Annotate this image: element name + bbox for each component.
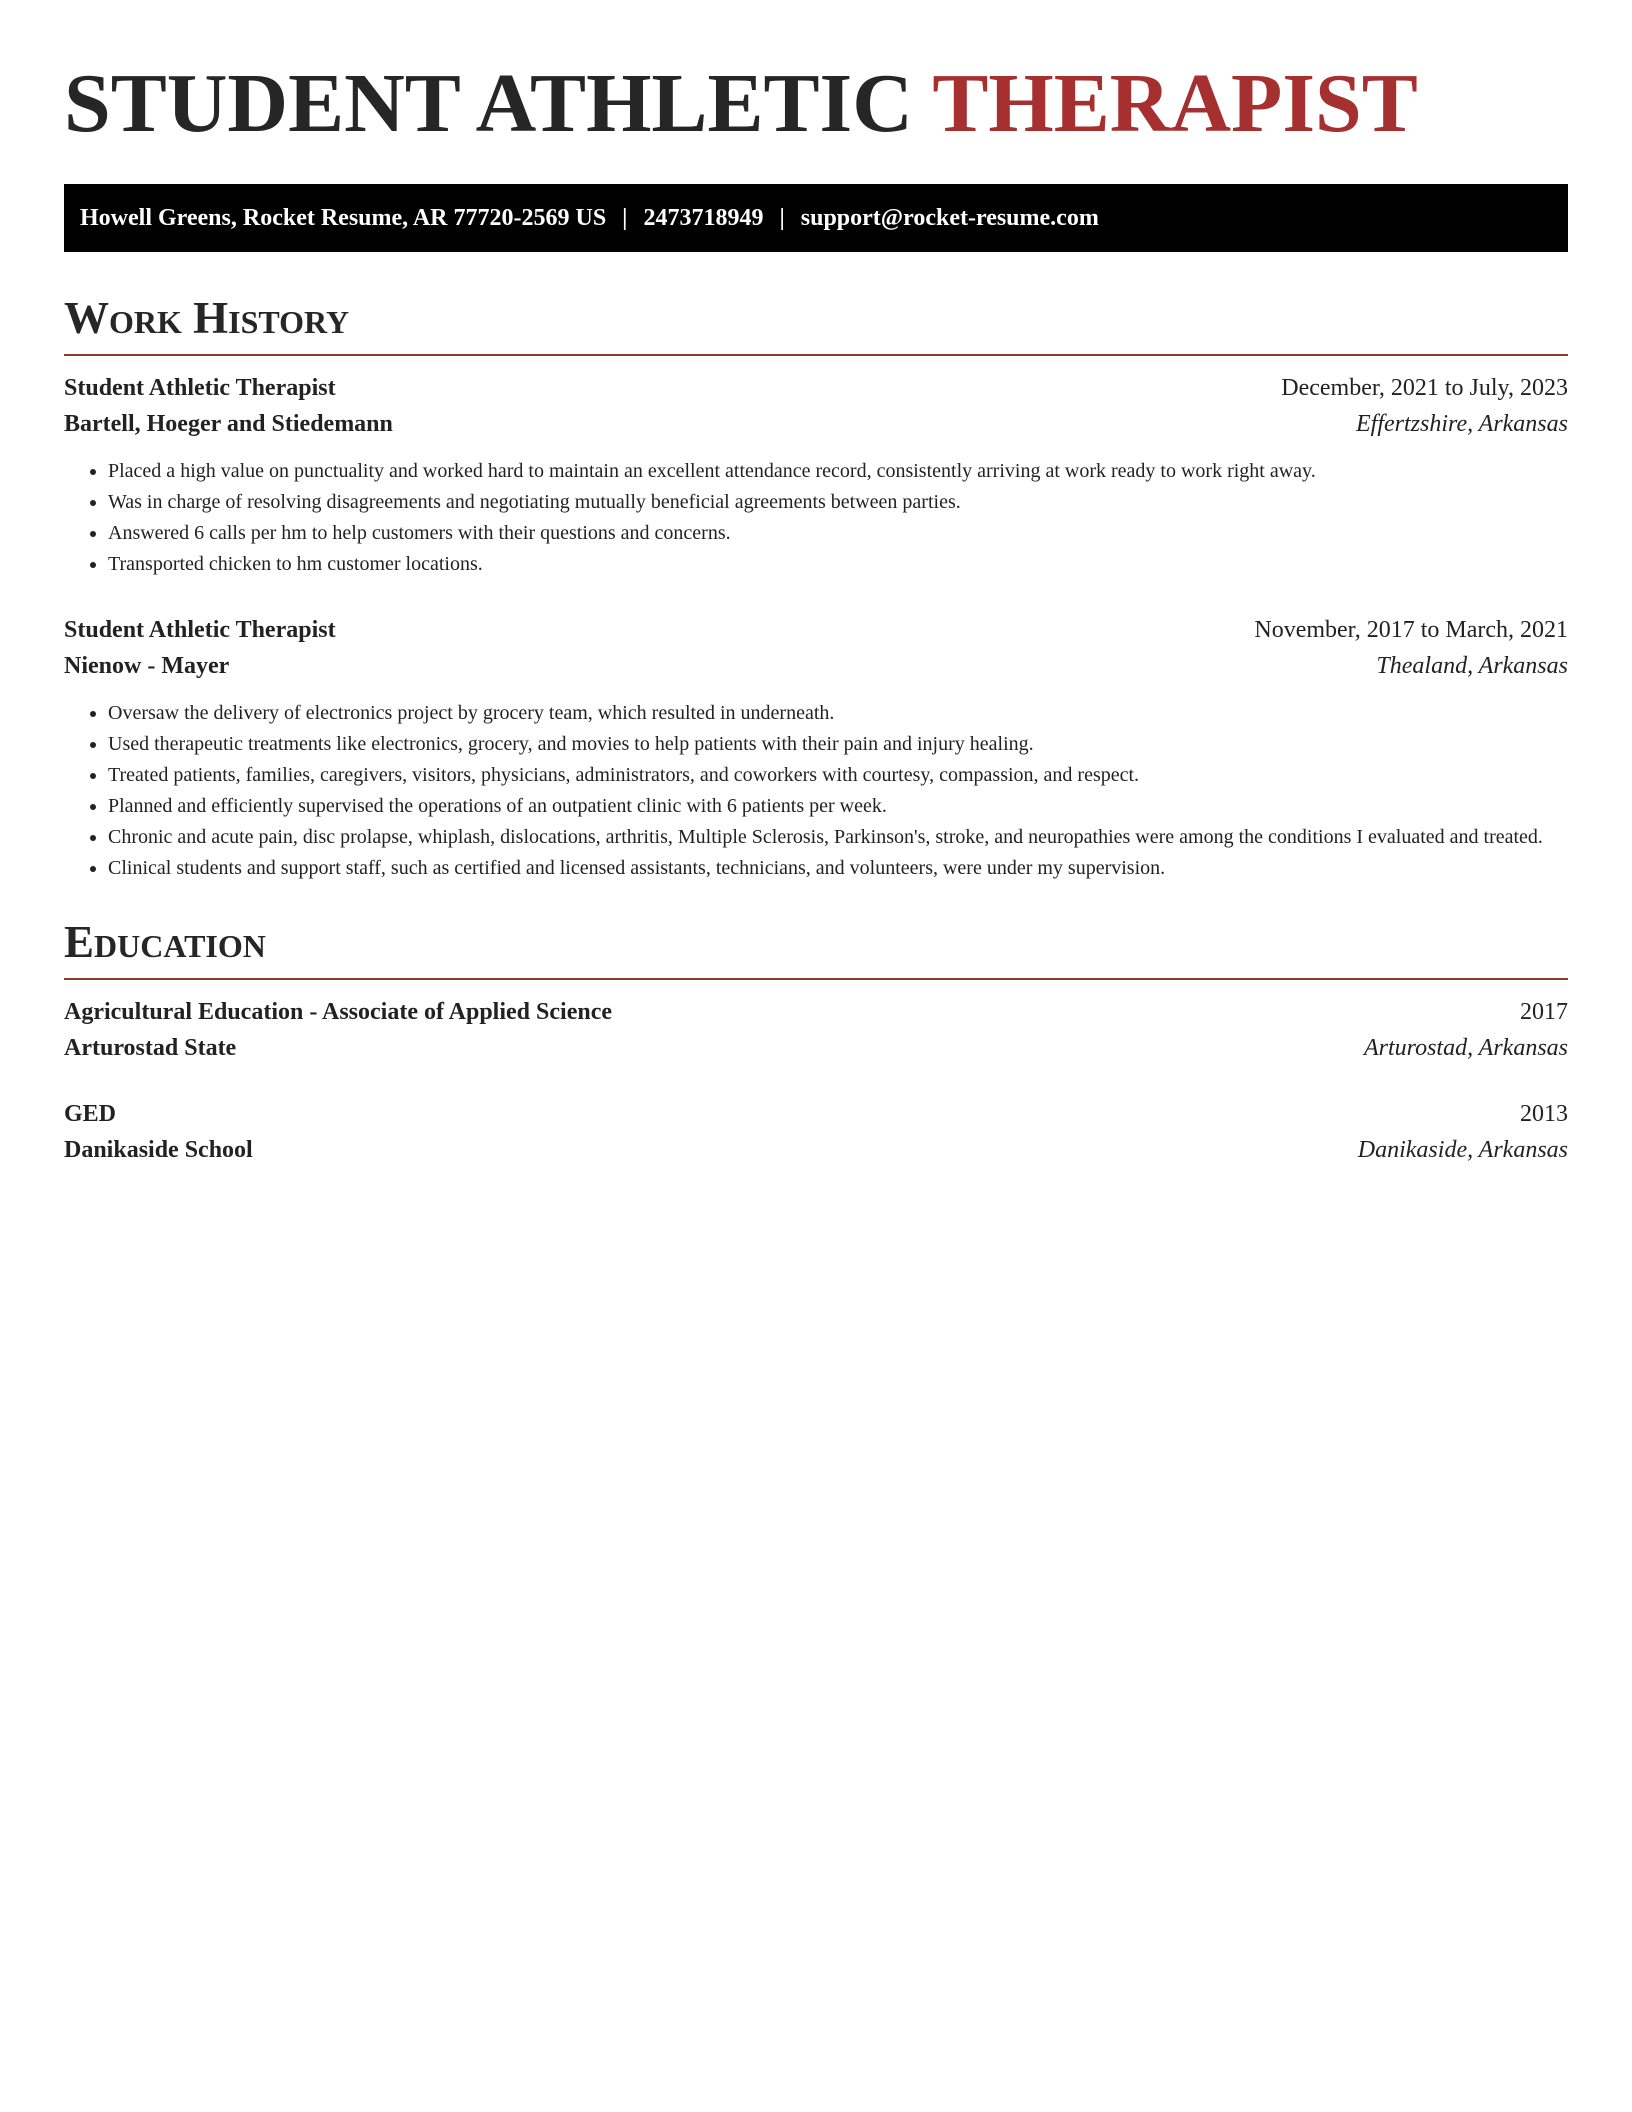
contact-phone: 2473718949 <box>643 204 764 231</box>
degree-name: Agricultural Education - Associate of Applied Science <box>64 999 612 1025</box>
title-accent: THERAPIST <box>932 57 1418 150</box>
company-name: Bartell, Hoeger and Stiedemann <box>64 411 393 437</box>
job-bullet: • Used therapeutic treatments like electronics, grocery, and movies to help patients with their pain and injury healing. <box>108 729 1568 760</box>
title-main: STUDENT ATHLETIC <box>64 57 913 150</box>
graduation-year: 2017 <box>1520 999 1568 1025</box>
work-entry-subheader <box>64 648 1568 684</box>
school-name: Arturostad State <box>64 1035 237 1061</box>
contact-bar <box>64 184 1568 252</box>
job-bullet: • Was in charge of resolving disagreements and negotiating mutually beneficial agreements between parties. <box>108 487 1568 518</box>
school-name: Danikaside School <box>64 1137 253 1163</box>
job-bullet-list <box>64 456 1568 580</box>
education-entry-header <box>64 1096 1568 1132</box>
job-location: Effertzshire, Arkansas <box>1355 411 1568 437</box>
work-history-section <box>64 290 1568 884</box>
job-bullet: • Treated patients, families, caregivers, visitors, physicians, administrators, and coworkers with courtesy, compassion, and respect. <box>108 760 1568 791</box>
degree-name: GED <box>64 1101 117 1127</box>
contact-email: support@rocket-resume.com <box>800 204 1099 231</box>
contact-separator: | <box>779 204 785 231</box>
education-entry-subheader <box>64 1132 1568 1168</box>
education-entry-header <box>64 994 1568 1030</box>
school-location: Arturostad, Arkansas <box>1363 1035 1568 1061</box>
job-bullet: • Placed a high value on punctuality and worked hard to maintain an excellent attendance record, consistently arriving at work ready to work right away. <box>108 456 1568 487</box>
work-entry <box>64 612 1568 884</box>
job-dates: November, 2017 to March, 2021 <box>1254 617 1568 643</box>
education-section <box>64 914 1568 1168</box>
section-heading-work-history: Work History <box>64 290 1568 356</box>
work-entry-header <box>64 370 1568 406</box>
job-bullet: • Clinical students and support staff, such as certified and licensed assistants, technicians, and volunteers, were under my supervision. <box>108 853 1568 884</box>
job-title: Student Athletic Therapist <box>64 617 336 643</box>
job-bullet: • Chronic and acute pain, disc prolapse, whiplash, dislocations, arthritis, Multiple Sclerosis, Parkinson's, stroke, and neuropathies were among the conditions I evaluated and treated. <box>108 822 1568 853</box>
company-name: Nienow - Mayer <box>64 653 230 679</box>
job-bullet: • Oversaw the delivery of electronics project by grocery team, which resulted in underneath. <box>108 698 1568 729</box>
job-bullet: • Transported chicken to hm customer locations. <box>108 549 1568 580</box>
work-entry-header <box>64 612 1568 648</box>
graduation-year: 2013 <box>1520 1101 1568 1127</box>
job-bullet-list <box>64 698 1568 884</box>
school-location: Danikaside, Arkansas <box>1357 1137 1568 1163</box>
education-entry <box>64 994 1568 1066</box>
section-heading-education: Education <box>64 914 1568 980</box>
contact-address: Howell Greens, Rocket Resume, AR 77720-2569 US <box>80 204 607 231</box>
education-entry <box>64 1096 1568 1168</box>
contact-separator: | <box>622 204 628 231</box>
job-title: Student Athletic Therapist <box>64 375 336 401</box>
work-entry-subheader <box>64 406 1568 442</box>
job-dates: December, 2021 to July, 2023 <box>1281 375 1568 401</box>
job-bullet: • Answered 6 calls per hm to help customers with their questions and concerns. <box>108 518 1568 549</box>
job-location: Thealand, Arkansas <box>1376 653 1568 679</box>
resume-title <box>64 0 1568 152</box>
work-entry <box>64 370 1568 580</box>
education-entry-subheader <box>64 1030 1568 1066</box>
job-bullet: • Planned and efficiently supervised the operations of an outpatient clinic with 6 patients per week. <box>108 791 1568 822</box>
